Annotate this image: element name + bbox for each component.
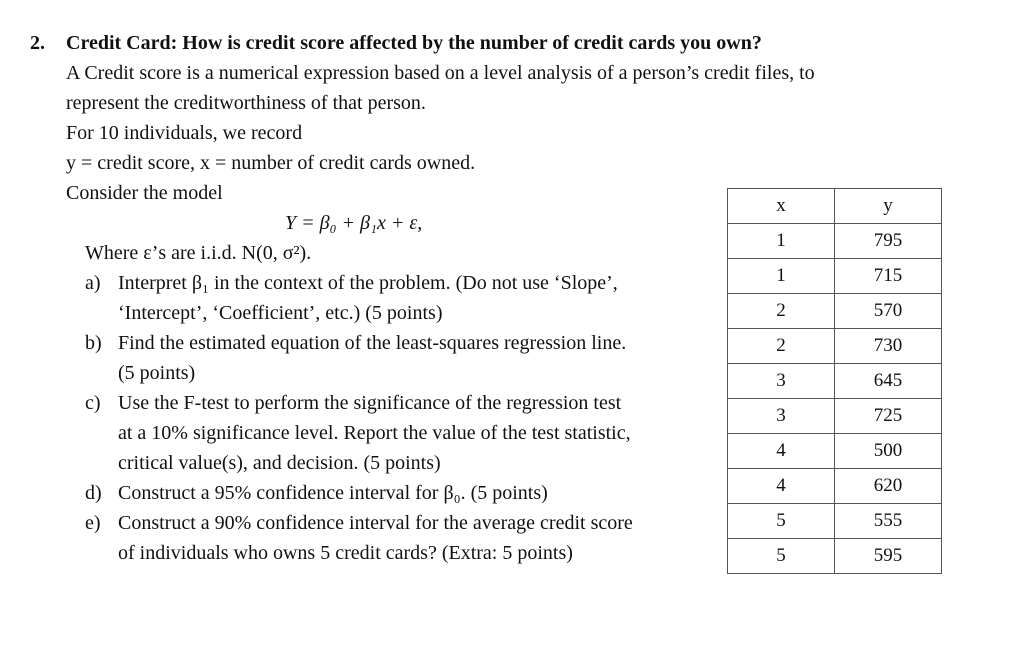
cell-x: 3 xyxy=(728,364,835,399)
table-row xyxy=(728,434,942,469)
question-number: 2. xyxy=(30,32,45,54)
cell-y: 715 xyxy=(835,259,942,294)
cell-y: 730 xyxy=(835,329,942,364)
data-table xyxy=(727,188,942,574)
table-row xyxy=(728,294,942,329)
header-y: y xyxy=(835,189,942,224)
part-label: d) xyxy=(85,482,102,504)
part-label: c) xyxy=(85,392,101,414)
cell-x: 1 xyxy=(728,259,835,294)
intro-line: A Credit score is a numerical expression based on a level analysis of a person’s credit files, to xyxy=(66,62,815,84)
cell-y: 570 xyxy=(835,294,942,329)
cell-x: 5 xyxy=(728,504,835,539)
part-e-line: of individuals who owns 5 credit cards? (Extra: 5 points) xyxy=(118,542,573,564)
table-row xyxy=(728,259,942,294)
part-label: a) xyxy=(85,272,101,294)
part-c-line: Use the F-test to perform the significance of the regression test xyxy=(118,392,622,414)
part-label: b) xyxy=(85,332,102,354)
cell-x: 3 xyxy=(728,399,835,434)
intro-line: y = credit score, x = number of credit cards owned. xyxy=(66,152,476,174)
part-d-line: Construct a 95% confidence interval for β₀. (5 points) xyxy=(118,482,548,504)
table-row xyxy=(728,329,942,364)
part-label: e) xyxy=(85,512,101,534)
cell-x: 4 xyxy=(728,469,835,504)
part-a-line: Interpret β₁ in the context of the problem. (Do not use ‘Slope’, xyxy=(118,272,618,294)
part-e-line: Construct a 90% confidence interval for the average credit score xyxy=(118,512,633,534)
intro-line: For 10 individuals, we record xyxy=(66,122,303,144)
cell-y: 620 xyxy=(835,469,942,504)
table-row xyxy=(728,539,942,574)
model-equation: Y = β₀ + β₁x + ε, xyxy=(285,212,423,234)
cell-y: 645 xyxy=(835,364,942,399)
table-row xyxy=(728,224,942,259)
table-row xyxy=(728,364,942,399)
cell-x: 4 xyxy=(728,434,835,469)
part-b-line: Find the estimated equation of the least-squares regression line. xyxy=(118,332,627,354)
intro-line: represent the creditworthiness of that person. xyxy=(66,92,426,114)
cell-y: 500 xyxy=(835,434,942,469)
cell-x: 2 xyxy=(728,294,835,329)
cell-y: 595 xyxy=(835,539,942,574)
cell-y: 725 xyxy=(835,399,942,434)
cell-x: 5 xyxy=(728,539,835,574)
where-line: Where ε’s are i.i.d. N(0, σ²). xyxy=(85,242,312,264)
part-a-line: ‘Intercept’, ‘Coefficient’, etc.) (5 points) xyxy=(118,302,443,324)
table-row xyxy=(728,469,942,504)
intro-line: Consider the model xyxy=(66,182,223,204)
question-title: Credit Card: How is credit score affected by the number of credit cards you own? xyxy=(66,32,762,54)
table-row xyxy=(728,504,942,539)
part-c-line: critical value(s), and decision. (5 points) xyxy=(118,452,441,474)
cell-x: 1 xyxy=(728,224,835,259)
part-c-line: at a 10% significance level. Report the value of the test statistic, xyxy=(118,422,631,444)
table-header-row xyxy=(728,189,942,224)
cell-y: 555 xyxy=(835,504,942,539)
cell-x: 2 xyxy=(728,329,835,364)
cell-y: 795 xyxy=(835,224,942,259)
table-row xyxy=(728,399,942,434)
header-x: x xyxy=(728,189,835,224)
part-b-line: (5 points) xyxy=(118,362,196,384)
